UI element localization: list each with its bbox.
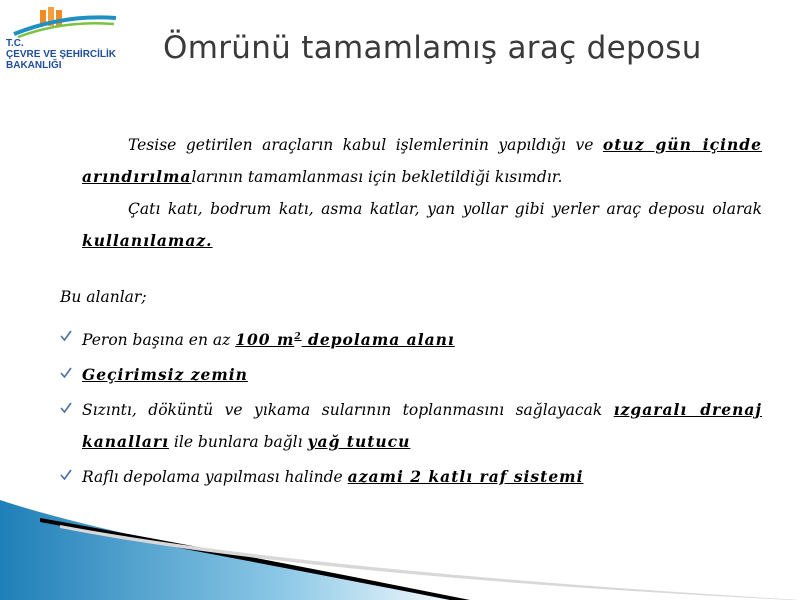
bullet-3-bold-2: yağ tutucu	[307, 432, 411, 452]
list-item	[60, 394, 762, 458]
bullet-list	[60, 322, 762, 496]
decorative-swoosh	[0, 500, 800, 600]
list-item	[60, 322, 762, 356]
checkmark-icon	[60, 469, 72, 481]
list-item	[60, 461, 762, 493]
paragraph-2-bold: kullanılamaz.	[82, 231, 213, 250]
bullet-4-text-a: Raflı depolama yapılması halinde	[82, 468, 348, 487]
logo-line-3: BAKANLIĞI	[6, 60, 62, 71]
checkmark-icon	[60, 402, 72, 414]
bullet-2-bold: Geçirimsiz zemin	[82, 365, 248, 385]
bullet-4-bold: azami 2 katlı raf sistemi	[347, 467, 584, 487]
paragraph-2-text-a: Çatı katı, bodrum katı, asma katlar, yan yollar gibi yerler araç deposu olarak	[128, 200, 762, 218]
bullet-1-sup: 2	[294, 332, 302, 342]
bullet-1-bold: 100 m	[235, 330, 295, 350]
paragraph-2	[82, 194, 762, 257]
paragraph-1	[82, 129, 762, 193]
bullet-1-bold-2: depolama alanı	[301, 330, 455, 350]
bullet-3-text-b: ile bunlara bağlı	[168, 433, 308, 452]
logo-line-2: ÇEVRE VE ŞEHİRCİLİK	[6, 49, 117, 60]
bullet-3-bold: ızgaralı drenaj kanalları	[82, 400, 762, 452]
checkmark-icon	[60, 330, 72, 342]
list-intro: Bu alanlar;	[60, 288, 147, 306]
bullet-1-text-a: Peron başına en az	[82, 331, 236, 350]
logo-line-1: T.C.	[6, 38, 24, 49]
logo-text	[6, 38, 116, 71]
list-item	[60, 359, 762, 391]
bullet-3-text-a: Sızıntı, döküntü ve yıkama sularının toplanmasını sağlayacak	[82, 401, 614, 420]
paragraph-1-text-b: larının tamamlanması için bekletildiği kısımdır.	[191, 168, 563, 186]
slide-title: Ömrünü tamamlamış araç deposu	[163, 30, 702, 66]
checkmark-icon	[60, 367, 72, 379]
logo-emblem-icon	[4, 4, 124, 38]
paragraph-1-bold: otuz gün içinde arındırılma	[82, 135, 762, 186]
ministry-logo	[4, 4, 124, 76]
paragraph-1-text-a: Tesise getirilen araçların kabul işlemlerinin yapıldığı ve	[128, 136, 603, 154]
